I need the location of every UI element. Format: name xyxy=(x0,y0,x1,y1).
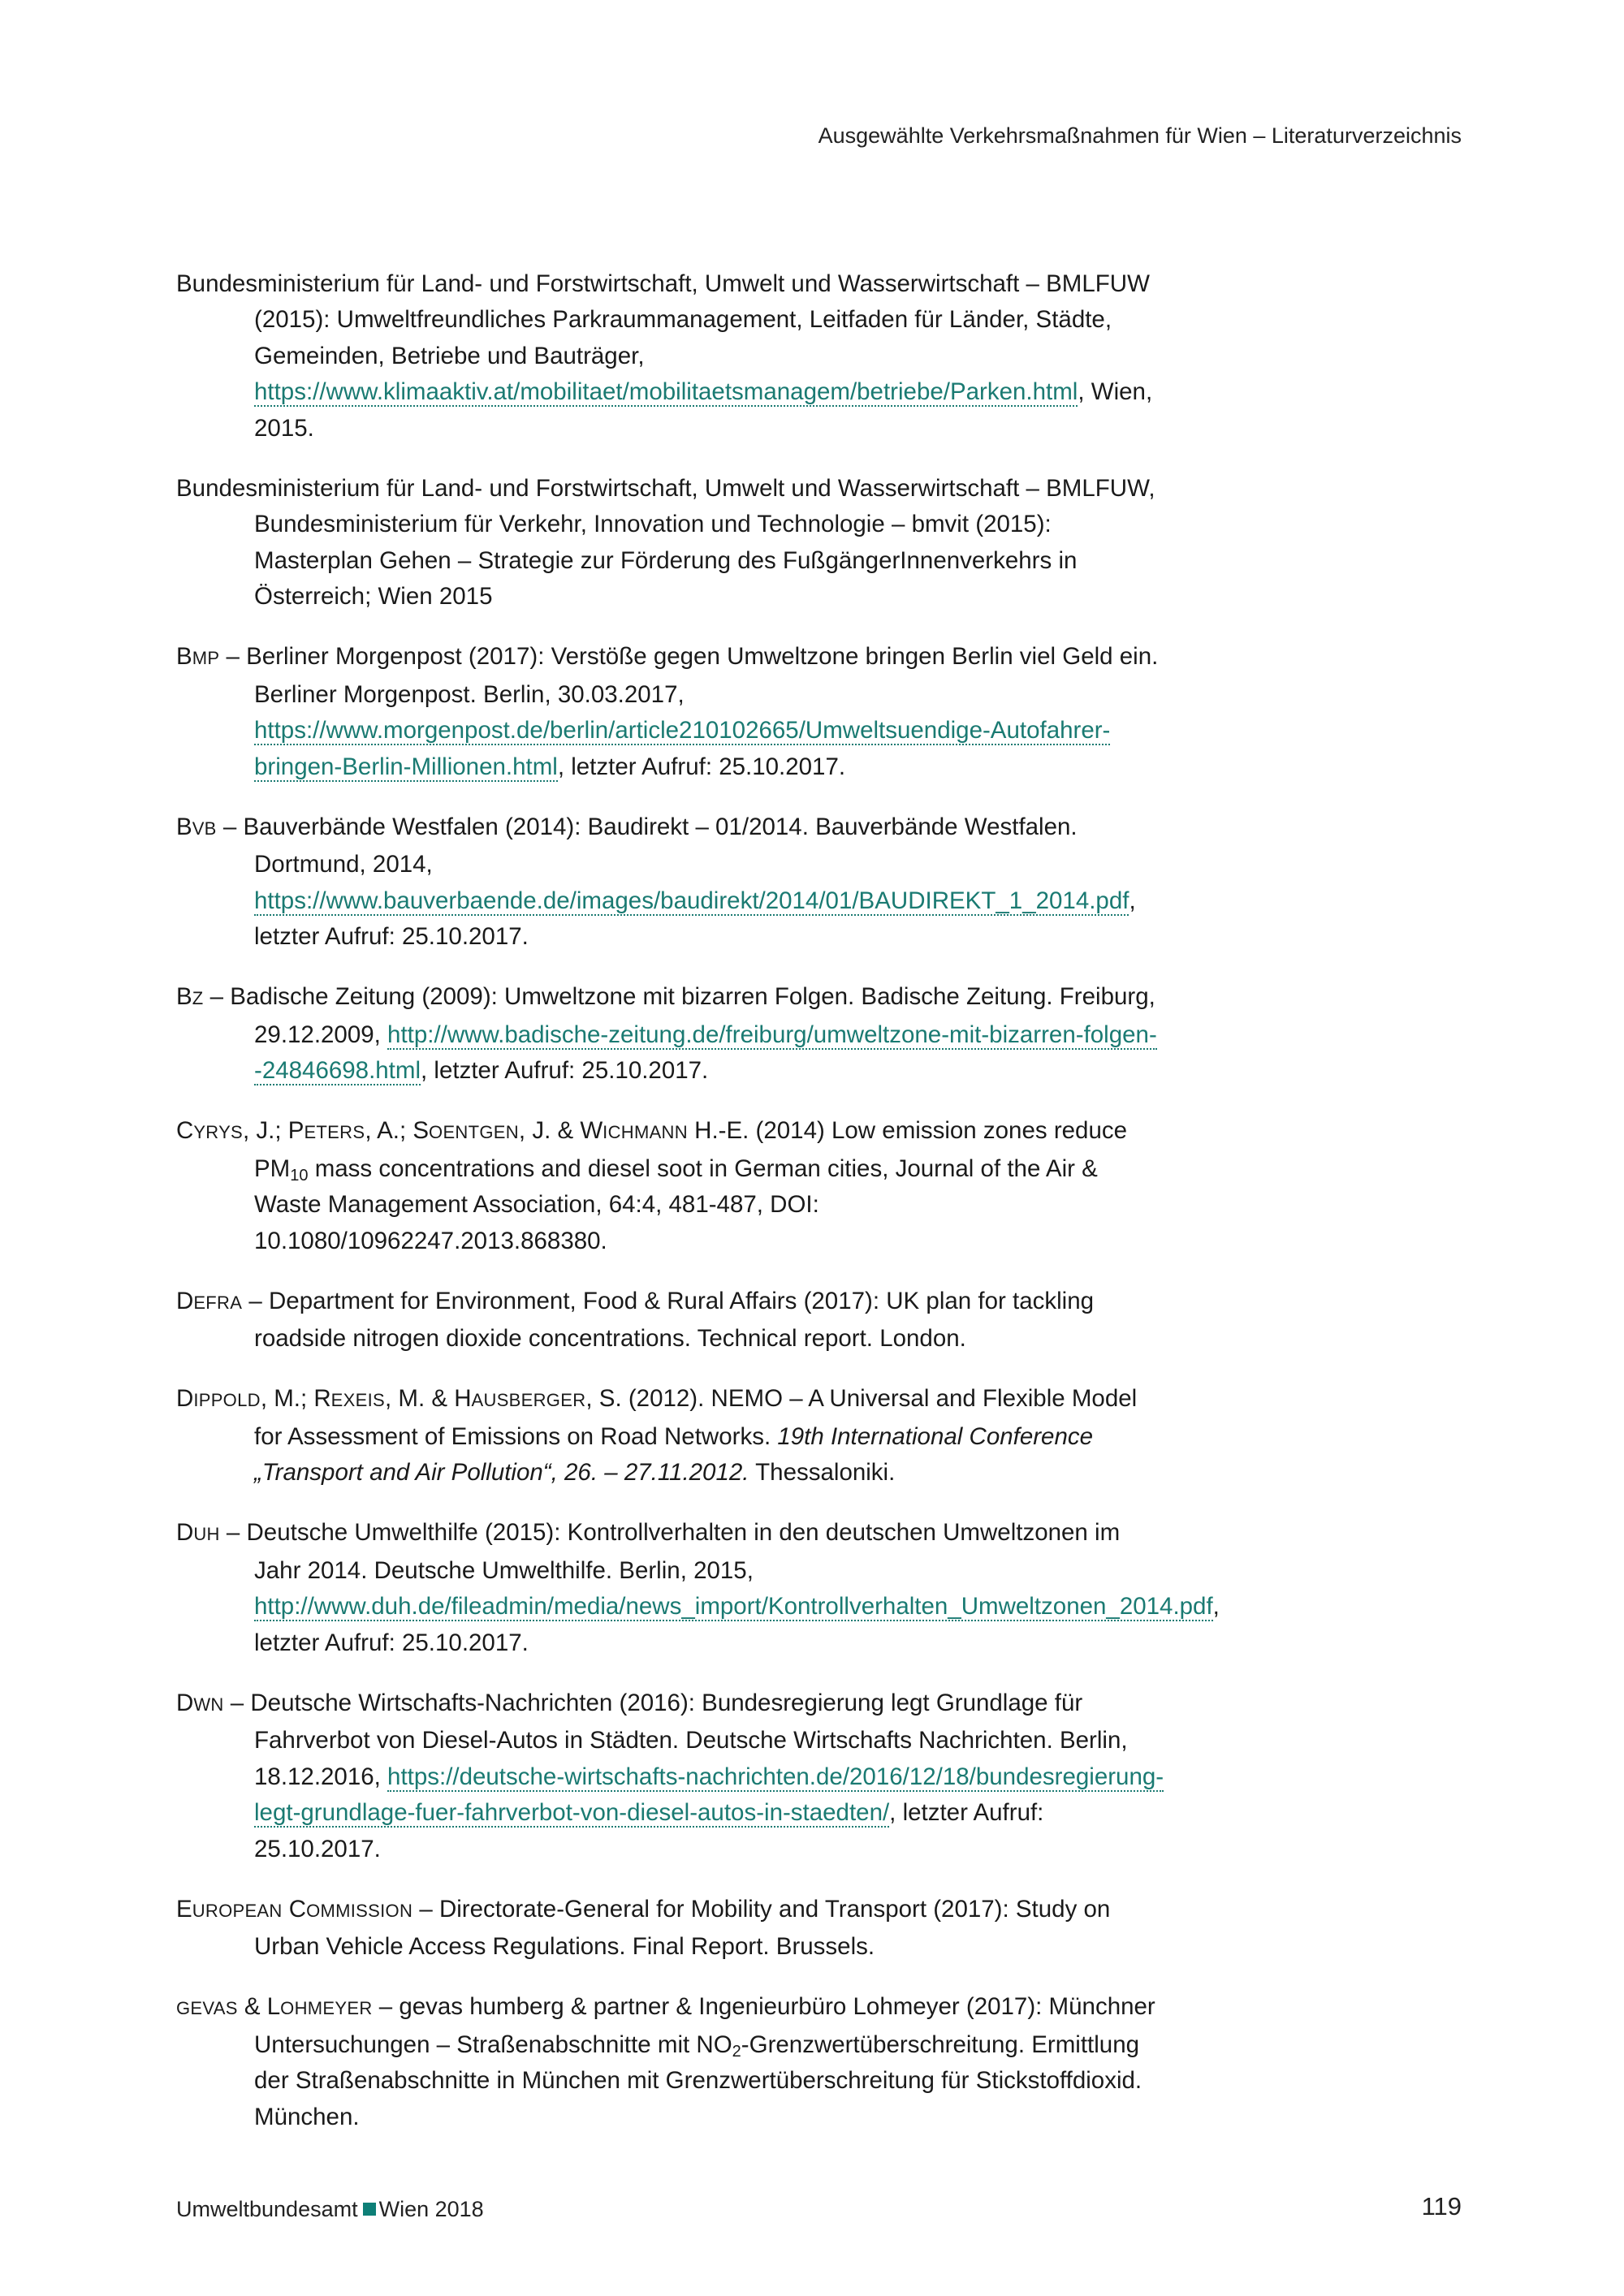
reference-text: mass concentrations and diesel soot in German cities, Journal of the Air & Waste Management Association, 64:4, 481-487, DOI: 10.1080/10962247.2013.868380. xyxy=(254,1154,1098,1254)
reference-entry xyxy=(176,1381,1167,1491)
footer-org: Umweltbundesamt xyxy=(176,2197,358,2221)
reference-text: -Grenzwertüberschreitung. Ermittlung der Straßenabschnitte in München mit Grenzwertüberschreitung für Stickstoffdioxid. München. xyxy=(254,2031,1142,2130)
footer-place-year: Wien 2018 xyxy=(378,2197,484,2221)
reference-text: – Berliner Morgenpost (2017): Verstöße gegen Umweltzone bringen Berlin viel Geld ein. Berliner Morgenpost. Berlin, 30.03.2017, xyxy=(219,643,1159,708)
reference-text: , letzter Aufruf: 25.10.2017. xyxy=(254,1593,1220,1656)
running-header: Ausgewählte Verkehrsmaßnahmen für Wien – Literaturverzeichnis xyxy=(818,123,1462,148)
reference-italic: 19th International Conference „Transport and Air Pollution“, 26. – 27.11.2012. xyxy=(254,1422,1094,1486)
reference-text: – Bauverbände Westfalen (2014): Baudirekt – 01/2014. Bauverbände Westfalen. Dortmund, 2014, xyxy=(216,813,1078,878)
reference-text: Bundesministerium für Land- und Forstwirtschaft, Umwelt und Wasserwirtschaft – BMLFUW, Bundesministerium für Verkehr, Innovation und Technologie – bmvit (2015): Masterplan Gehen – Strategie zur Förderung des FußgängerInnenverkehrs in Österreich; Wien 2015 xyxy=(176,474,1155,610)
reference-entry xyxy=(176,1989,1167,2135)
reference-entry xyxy=(176,1892,1167,1966)
reference-text: – gevas humberg & partner & Ingenieurbüro Lohmeyer (2017): Münchner Untersuchungen – Straßenabschnitte mit NO xyxy=(254,1993,1155,2058)
reference-text: Thessaloniki. xyxy=(749,1459,896,1486)
reference-entry xyxy=(176,979,1167,1090)
reference-text: – Directorate-General for Mobility and Transport (2017): Study on Urban Vehicle Access Regulations. Final Report. Brussels. xyxy=(254,1895,1111,1960)
reference-list xyxy=(176,242,1220,2151)
reference-entry xyxy=(176,809,1167,956)
reference-key: BZ xyxy=(176,983,204,1010)
reference-key: GEVAS & LOHMEYER xyxy=(176,1993,373,2020)
reference-key: BVB xyxy=(176,813,217,840)
footer-publisher xyxy=(176,2197,484,2222)
square-bullet-icon xyxy=(363,2203,376,2216)
reference-link[interactable]: https://www.klimaaktiv.at/mobilitaet/mobilitaetsmanagem/betriebe/Parken.html xyxy=(254,378,1078,405)
reference-authors: DIPPOLD, M.; REXEIS, M. & HAUSBERGER xyxy=(176,1385,586,1412)
reference-text: , letzter Aufruf: 25.10.2017. xyxy=(421,1057,709,1084)
reference-link[interactable]: https://deutsche-wirtschafts-nachrichten.de/2016/12/18/bundesregierung-legt-grundlage-fuer-fahrverbot-von-diesel-autos-in-staedten/ xyxy=(254,1763,1164,1826)
reference-text: – Badische Zeitung (2009): Umweltzone mit bizarren Folgen. Badische Zeitung. Freiburg, 29.12.2009, xyxy=(203,983,1155,1048)
subscript: 2 xyxy=(732,2042,741,2061)
reference-key: EUROPEAN COMMISSION xyxy=(176,1895,413,1923)
reference-text: , letzter Aufruf: 25.10.2017. xyxy=(557,753,846,780)
reference-entry xyxy=(176,471,1167,615)
reference-key: BMP xyxy=(176,643,220,670)
reference-text: Bundesministerium für Land- und Forstwirtschaft, Umwelt und Wasserwirtschaft – BMLFUW (2015): Umweltfreundliches Parkraummanagement, Leitfaden für Länder, Städte, Gemeinden, Betriebe und Bauträger, xyxy=(176,270,1150,369)
reference-link[interactable]: http://www.badische-zeitung.de/freiburg/umweltzone-mit-bizarren-folgen--24846698.html xyxy=(254,1021,1157,1084)
page-number: 119 xyxy=(1421,2192,1462,2220)
reference-link[interactable]: https://www.bauverbaende.de/images/baudirekt/2014/01/BAUDIREKT_1_2014.pdf xyxy=(254,887,1129,914)
reference-text: – Deutsche Wirtschafts-Nachrichten (2016): Bundesregierung legt Grundlage für Fahrverbot von Diesel-Autos in Städten. Deutsche Wirtschafts Nachrichten. Berlin, 18.12.2016, xyxy=(223,1689,1128,1790)
reference-entry xyxy=(176,266,1167,447)
reference-text: – Deutsche Umwelthilfe (2015): Kontrollverhalten in den deutschen Umweltzonen im Jahr 2014. Deutsche Umwelthilfe. Berlin, 2015, xyxy=(219,1519,1121,1584)
reference-text: , Wien, 2015. xyxy=(254,378,1153,442)
reference-entry xyxy=(176,1284,1167,1357)
reference-entry xyxy=(176,1685,1167,1868)
reference-authors: CYRYS, J.; PETERS, A.; SOENTGEN, J. & WICHMANN xyxy=(176,1117,688,1144)
reference-entry xyxy=(176,1515,1220,1661)
reference-link[interactable]: http://www.duh.de/fileadmin/media/news_import/Kontrollverhalten_Umweltzonen_2014.pdf xyxy=(254,1593,1213,1620)
reference-entry xyxy=(176,1113,1167,1259)
reference-entry xyxy=(176,639,1167,785)
reference-text: – Department for Environment, Food & Rural Affairs (2017): UK plan for tackling roadside nitrogen dioxide concentrations. Technical report. London. xyxy=(242,1287,1095,1352)
reference-key: DWN xyxy=(176,1689,224,1716)
reference-text: H.-E. (2014) Low emission zones reduce PM xyxy=(254,1117,1128,1182)
subscript: 10 xyxy=(290,1166,309,1185)
reference-text: , letzter Aufruf: 25.10.2017. xyxy=(254,1799,1044,1862)
reference-link[interactable]: https://www.morgenpost.de/berlin/article210102665/Umweltsuendige-Autofahrer-bringen-Berlin-Millionen.html xyxy=(254,717,1111,780)
reference-text: , letzter Aufruf: 25.10.2017. xyxy=(254,887,1136,950)
reference-key: DEFRA xyxy=(176,1287,243,1314)
reference-key: DUH xyxy=(176,1519,220,1546)
reference-text: , S. (2012). NEMO – A Universal and Flexible Model for Assessment of Emissions on Road Networks. xyxy=(254,1385,1138,1450)
